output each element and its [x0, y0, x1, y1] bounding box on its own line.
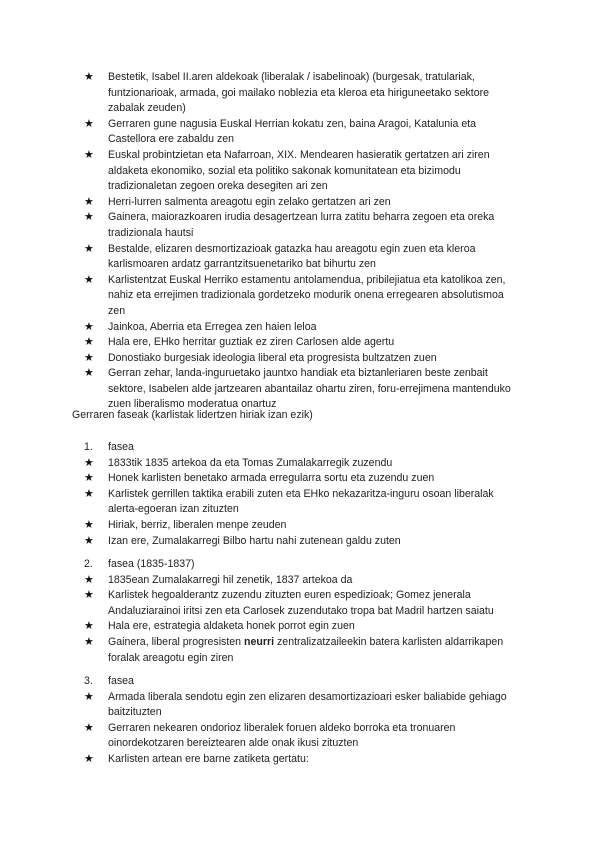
list-item: ★ Hala ere, EHko herritar guztiak ez ziren Carlosen alde agertu [0, 335, 600, 351]
list-item: ★ Gerraren nekearen ondorioz liberalek foruen aldeko borroka eta tronuaren oinordekotzaren bereiztearen alde onak ikusi zituzten [84, 721, 456, 750]
star-bullet-icon: ★ [84, 620, 94, 633]
star-bullet-icon: ★ [84, 367, 94, 380]
star-bullet-icon: ★ [84, 117, 94, 130]
list-item: ★ Euskal probintzietan eta Nafarroan, XIX. Mendearen hasieratik gertatzen ari ziren aldaketa ekonomiko, sozial eta politiko sakonak komunitatean eta bizimodu tradizionaletan zegoen oreka desegiten ari zen [84, 148, 490, 193]
phase-3-section [0, 674, 600, 768]
star-bullet-icon: ★ [84, 635, 94, 648]
list-item: ★ Gerran zehar, landa-inguruetako jauntxo handiak eta biztanleriaren beste zenbait sektore, Isabelen alde jartzearen abantailaz ohartu ziren, foru-errejimena mantenduko zuen liberalismo moderatua onartuz [84, 367, 511, 411]
star-bullet-icon: ★ [84, 518, 94, 531]
list-item: ★ Honek karlisten benetako armada erregularra sortu eta zuzendu zuen [0, 471, 600, 487]
star-bullet-icon: ★ [84, 336, 94, 349]
phase-1-section [0, 440, 600, 549]
phase-2-title: 2. fasea (1835-1837) [84, 558, 195, 570]
list-item: ★ 1835ean Zumalakarregi hil zenetik, 1837 artekoa da [0, 573, 600, 589]
list-item: ★ Bestetik, Isabel II.aren aldekoak (liberalak / isabelinoak) (burgesak, tratulariak, funtzionarioak, armada, goi mailako noblezia eta kleroa eta hiriguneetako sektore zabalak zeuden) [84, 71, 490, 115]
list-item: ★ Karlistek gerrillen taktika erabili zuten eta EHko nekazaritza-inguru osoan liberalak alerta-egoeran izan zituzten [84, 487, 494, 516]
star-bullet-icon: ★ [84, 472, 94, 485]
list-item: ★ Jainkoa, Aberria eta Erregea zen haien leloa [0, 320, 600, 336]
list-item: ★ Karlisten artean ere barne zatiketa gertatu: [0, 752, 600, 768]
list-item: ★ Izan ere, Zumalakarregi Bilbo hartu nahi zutenean galdu zuten [0, 534, 600, 550]
bold-word: neurri [244, 635, 275, 648]
list-item: ★ Hiriak, berriz, liberalen menpe zeuden [0, 518, 600, 534]
intro-bullet-list [0, 70, 600, 413]
phase-1-title: 1. fasea [84, 441, 134, 453]
list-item: ★ Herri-lurren salmenta areagotu egin zelako gertatzen ari zen [0, 195, 600, 211]
list-item: ★ Bestalde, elizaren desmortizazioak gatazka hau areagotu egin zuen eta kleroa karlismoaren ardatz garrantzitsuenetariko bat bihurtu zen [84, 242, 476, 271]
list-item: ★ Karlistek hegoalderantz zuzendu zituzten euren espedizioak; Gomez jenerala Andaluziarainoi iritsi zen eta Carlosek zuzendutako tropa bat Madril hartzen saiatu [84, 589, 494, 617]
phase-3-bullet-list [0, 690, 600, 768]
star-bullet-icon: ★ [84, 320, 94, 333]
star-bullet-icon: ★ [84, 690, 94, 703]
star-bullet-icon: ★ [84, 487, 94, 500]
star-bullet-icon: ★ [84, 195, 94, 208]
star-bullet-icon: ★ [84, 71, 94, 83]
star-bullet-icon: ★ [84, 351, 94, 364]
phase-1-bullet-list [0, 456, 600, 550]
list-item: ★ Karlistentzat Euskal Herriko estamentu antolamendua, pribilejiatua eta katolikoa zen, nahiz eta errejimen tradizionala gordetzeko modurik onena erregearen absolutismoa zen [84, 273, 506, 317]
star-bullet-icon: ★ [84, 456, 94, 469]
star-bullet-icon: ★ [84, 573, 94, 586]
star-bullet-icon: ★ [84, 534, 94, 547]
list-item: ★ Hala ere, estrategia aldaketa honek porrot egin zuen [0, 619, 600, 635]
list-item: ★ Armada liberala sendotu egin zen elizaren desamortizazioari esker baliabide gehiago baitzituzten [84, 690, 507, 719]
phase-2-bullet-list [0, 573, 600, 667]
phases-heading: Gerraren faseak (karlistak lidertzen hiriak izan ezik) [72, 409, 313, 421]
star-bullet-icon: ★ [84, 721, 94, 734]
star-bullet-icon: ★ [84, 242, 94, 255]
phase-2-section [0, 557, 600, 666]
list-item: ★ 1833tik 1835 artekoa da eta Tomas Zumalakarregik zuzendu [0, 456, 600, 472]
list-item: ★ Gainera, liberal progresisten neurri zentralizatzaileekin batera karlisten aldarrikapen foralak areagotu egin ziren [84, 635, 504, 664]
list-item: ★ Gainera, maiorazkoaren irudia desagertzean lurra zatitu beharra zegoen eta oreka tradizionala hautsi [84, 211, 495, 239]
star-bullet-icon: ★ [84, 211, 94, 224]
list-item: ★ Donostiako burgesiak ideologia liberal eta progresista bultzatzen zuen [0, 351, 600, 367]
star-bullet-icon: ★ [84, 752, 94, 765]
star-bullet-icon: ★ [84, 273, 94, 286]
phase-3-title: 3. fasea [84, 675, 134, 687]
star-bullet-icon: ★ [84, 148, 94, 161]
list-item: ★ Gerraren gune nagusia Euskal Herrian kokatu zen, baina Aragoi, Katalunia eta Castellora ere zabaldu zen [84, 117, 477, 146]
star-bullet-icon: ★ [84, 589, 94, 602]
